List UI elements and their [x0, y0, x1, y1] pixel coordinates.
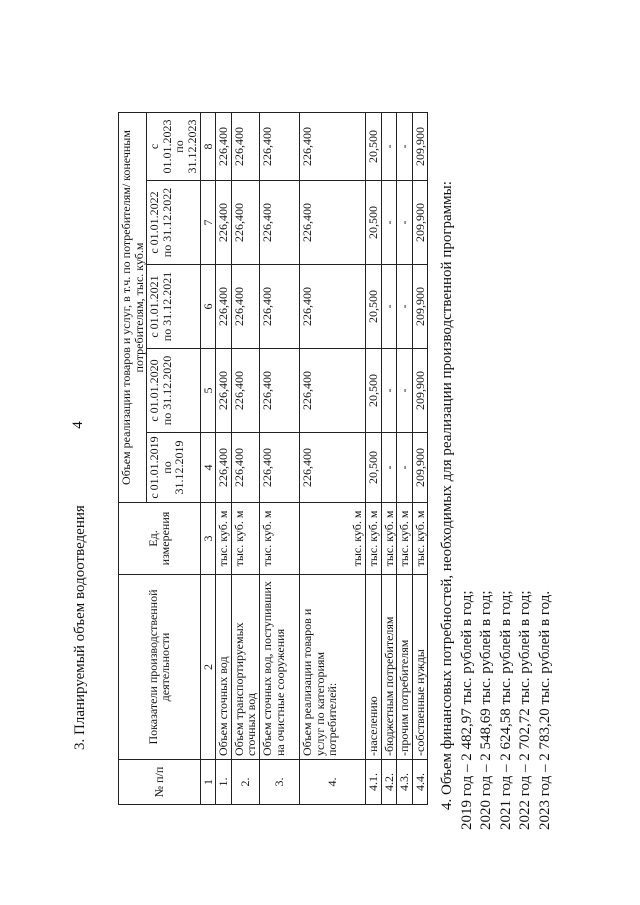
column-number: 5: [200, 349, 216, 433]
row-indicator: -прочим потребителям: [397, 575, 413, 760]
table-row: [259, 113, 299, 805]
row-number: 4.3.: [397, 760, 413, 805]
row-number: 4.2.: [381, 760, 397, 805]
row-indicator: Объем сточных вод: [216, 575, 232, 760]
row-unit: тыс. куб. м: [231, 503, 259, 575]
section-title: 3. Планируемый объем водоотведения: [72, 505, 88, 750]
table-row: [412, 113, 428, 805]
page-number: 4: [70, 421, 86, 429]
column-number-row: [200, 113, 216, 805]
header-period: с 01.01.2020 по 31.12.2020: [147, 349, 200, 433]
row-unit: тыс. куб. м: [299, 503, 365, 575]
row-value: 226,400: [216, 265, 232, 349]
header-period: с 01.01.2021 по 31.12.2021: [147, 265, 200, 349]
row-indicator: -населению: [365, 575, 381, 760]
header-indicator: Показатели производственной деятельности: [119, 575, 201, 760]
row-value: 226,400: [299, 265, 365, 349]
row-value: -: [397, 433, 413, 503]
row-value: 20,500: [365, 433, 381, 503]
table-row: [299, 113, 365, 805]
row-value: 226,400: [231, 349, 259, 433]
table-row: [397, 113, 413, 805]
row-value: 209,900: [412, 113, 428, 181]
water-disposal-table: [118, 112, 428, 805]
row-value: -: [381, 349, 397, 433]
column-number: 1: [200, 760, 216, 805]
finance-section: [438, 181, 555, 830]
row-value: 209,900: [412, 433, 428, 503]
header-period: с 01.01.2023 по 31.12.2023: [147, 113, 200, 181]
finance-line: 2020 год – 2 548,69 тыс. рублей в год;: [478, 590, 494, 830]
row-indicator: Объем транспортируемых сточных вод: [231, 575, 259, 760]
row-value: 226,400: [299, 113, 365, 181]
row-value: 226,400: [216, 349, 232, 433]
row-number: 1.: [216, 760, 232, 805]
row-indicator: -собственные нужды: [412, 575, 428, 760]
row-number: 4.4.: [412, 760, 428, 805]
row-value: 226,400: [231, 433, 259, 503]
row-value: 226,400: [231, 113, 259, 181]
finance-lines: [458, 181, 556, 830]
row-value: 226,400: [259, 265, 299, 349]
row-value: -: [397, 349, 413, 433]
row-value: 226,400: [216, 113, 232, 181]
table-header-row: [119, 113, 147, 805]
column-number: 2: [200, 575, 216, 760]
header-period: с 01.01.2022 по 31.12.2022: [147, 181, 200, 265]
row-value: -: [381, 181, 397, 265]
column-number: 8: [200, 113, 216, 181]
row-value: 20,500: [365, 181, 381, 265]
row-value: -: [381, 265, 397, 349]
row-value: 226,400: [299, 349, 365, 433]
header-num: № п/п: [119, 760, 201, 805]
row-value: 226,400: [231, 181, 259, 265]
row-unit: тыс. куб. м: [412, 503, 428, 575]
header-volume-group: Объем реализации товаров и услуг, в т.ч. по потребителям/ конечным потребителям, тыс. куб.м: [119, 113, 147, 503]
row-number: 3.: [259, 760, 299, 805]
row-unit: тыс. куб. м: [216, 503, 232, 575]
finance-line: 2021 год – 2 624,58 тыс. рублей в год;: [497, 590, 514, 830]
row-value: -: [397, 181, 413, 265]
row-number: 2.: [231, 760, 259, 805]
row-indicator: Объем сточных вод, поступивших на очистные сооружения: [259, 575, 299, 760]
row-unit: тыс. куб. м: [381, 503, 397, 575]
row-value: 226,400: [259, 349, 299, 433]
row-number: 4.: [299, 760, 365, 805]
finance-title: 4. Объем финансовых потребностей, необходимых для реализации производственной программы:: [439, 181, 455, 810]
finance-line: 2023 год – 2 783,20 тыс. рублей в год.: [536, 590, 553, 830]
row-value: 209,900: [412, 181, 428, 265]
table-row: [381, 113, 397, 805]
row-value: -: [381, 433, 397, 503]
row-value: -: [397, 113, 413, 181]
row-value: -: [381, 113, 397, 181]
row-value: 20,500: [365, 349, 381, 433]
header-period: с 01.01.2019 по 31.12.2019: [147, 433, 200, 503]
row-unit: тыс. куб. м: [365, 503, 381, 575]
row-value: 226,400: [231, 265, 259, 349]
header-unit: Ед. измерения: [119, 503, 201, 575]
column-number: 3: [200, 503, 216, 575]
row-value: 226,400: [259, 181, 299, 265]
row-unit: тыс. куб. м: [259, 503, 299, 575]
table-row: [216, 113, 232, 805]
finance-line: 2022 год – 2 702,72 тыс. рублей в год;: [517, 590, 533, 830]
row-value: 226,400: [216, 433, 232, 503]
row-value: 226,400: [259, 433, 299, 503]
row-value: 209,900: [412, 265, 428, 349]
row-value: 226,400: [299, 433, 365, 503]
table-row: [365, 113, 381, 805]
row-value: 226,400: [299, 181, 365, 265]
row-indicator: Объем реализации товаров и услуг по категориям потребителей:: [299, 575, 365, 760]
column-number: 4: [200, 433, 216, 503]
row-number: 4.1.: [365, 760, 381, 805]
row-value: 20,500: [365, 113, 381, 181]
table-row: [231, 113, 259, 805]
column-number: 6: [200, 265, 216, 349]
row-indicator: -бюджетным потребителям: [381, 575, 397, 760]
row-unit: тыс. куб. м: [397, 503, 413, 575]
row-value: -: [397, 265, 413, 349]
finance-line: 2019 год – 2 482,97 тыс. рублей в год;: [458, 590, 475, 830]
row-value: 226,400: [216, 181, 232, 265]
column-number: 7: [200, 181, 216, 265]
row-value: 209,900: [412, 349, 428, 433]
row-value: 20,500: [365, 265, 381, 349]
row-value: 226,400: [259, 113, 299, 181]
